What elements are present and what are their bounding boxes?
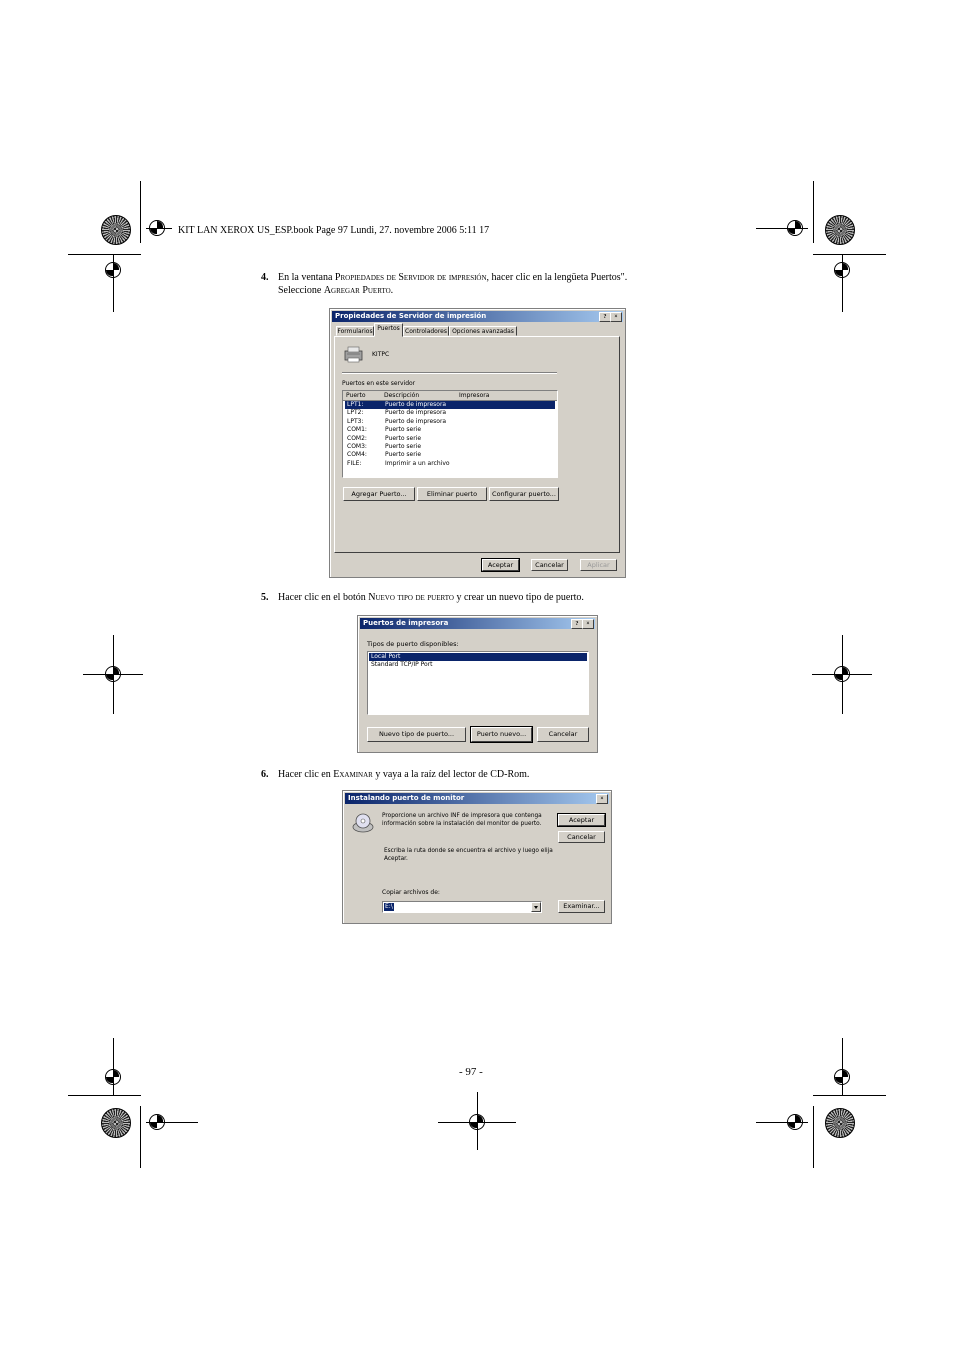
description-cell: Puerto serie bbox=[385, 426, 422, 434]
table-row[interactable] bbox=[345, 435, 555, 443]
close-button[interactable]: × bbox=[610, 312, 622, 322]
instruction-text: Escriba la ruta donde se encuentra el archivo y luego elija Aceptar. bbox=[384, 848, 553, 862]
port-cell: COM3: bbox=[347, 443, 367, 450]
tab-panel bbox=[334, 336, 620, 553]
copy-from-combobox[interactable] bbox=[382, 901, 542, 913]
port-cell: LPT3: bbox=[347, 417, 364, 425]
server-name: KITPC bbox=[372, 351, 390, 358]
step-6-text bbox=[278, 768, 529, 781]
description-cell: Puerto serie bbox=[385, 443, 422, 450]
help-button[interactable]: ? bbox=[599, 312, 611, 322]
crop-line bbox=[813, 1106, 814, 1168]
port-types-list[interactable] bbox=[367, 651, 589, 715]
registration-rosette-top-left bbox=[101, 215, 131, 245]
ui-reference: Agregar Puerto bbox=[323, 285, 391, 296]
separator bbox=[342, 372, 557, 374]
table-row[interactable] bbox=[345, 418, 555, 426]
dialog-title: Propiedades de Servidor de impresión bbox=[335, 312, 487, 320]
step-text: y crear un nuevo tipo de puerto. bbox=[453, 592, 584, 603]
step-4 bbox=[261, 271, 269, 284]
table-row[interactable] bbox=[345, 451, 555, 459]
registration-rosette-bottom-right bbox=[825, 1108, 855, 1138]
list-item[interactable] bbox=[369, 661, 587, 669]
copy-from-label: Copiar archivos de: bbox=[382, 889, 440, 896]
registration-rosette-bottom-left bbox=[101, 1108, 131, 1138]
cancel-button[interactable]: Cancelar bbox=[558, 831, 605, 843]
column-header-puerto[interactable]: Puerto bbox=[346, 392, 366, 399]
registration-cross-icon bbox=[146, 217, 168, 239]
description-cell: Puerto serie bbox=[385, 434, 422, 442]
cancel-button[interactable]: Cancelar bbox=[537, 727, 589, 742]
table-row[interactable] bbox=[345, 401, 555, 409]
column-header-impresora[interactable]: Impresora bbox=[459, 392, 490, 399]
printer-ports-dialog bbox=[357, 615, 598, 753]
registration-cross-icon bbox=[102, 259, 124, 281]
registration-cross-icon bbox=[784, 217, 806, 239]
registration-cross-icon bbox=[466, 1111, 488, 1133]
description-cell: Puerto serie bbox=[385, 451, 422, 459]
path-value: E:\ bbox=[385, 903, 393, 910]
port-type-label: Local Port bbox=[371, 653, 401, 660]
port-cell: COM1: bbox=[347, 426, 367, 434]
description-cell: Puerto de impresora bbox=[385, 409, 447, 417]
crop-line bbox=[813, 1095, 886, 1096]
printer-server-icon bbox=[343, 345, 365, 363]
list-header bbox=[343, 391, 557, 401]
ok-button[interactable]: Aceptar bbox=[482, 559, 519, 571]
help-button[interactable]: ? bbox=[571, 619, 583, 629]
step-text: . bbox=[390, 285, 394, 296]
registration-cross-icon bbox=[146, 1111, 168, 1133]
step-text: , hacer clic en la lengüeta Puertos". bbox=[486, 272, 628, 283]
step-number: 4. bbox=[261, 272, 269, 283]
crop-line bbox=[813, 254, 886, 255]
registration-cross-icon bbox=[831, 1066, 853, 1088]
column-header-descripcion[interactable]: Descripción bbox=[384, 392, 420, 399]
ui-reference: Nuevo tipo de puerto bbox=[368, 592, 454, 603]
registration-cross-icon bbox=[831, 663, 853, 685]
new-port-button[interactable]: Puerto nuevo... bbox=[471, 727, 532, 742]
running-head: KIT LAN XEROX US_ESP.book Page 97 Lundi, 27. novembre 2006 5:11 17 bbox=[178, 225, 490, 236]
cancel-button[interactable]: Cancelar bbox=[531, 559, 568, 571]
tab-formularios[interactable]: Formularios bbox=[337, 328, 373, 335]
step-text: En la ventana bbox=[278, 272, 335, 283]
table-row[interactable] bbox=[345, 460, 555, 468]
step-text: Hacer clic en el botón bbox=[278, 592, 369, 603]
configure-port-button[interactable]: Configurar puerto... bbox=[489, 487, 559, 501]
add-port-button[interactable]: Agregar Puerto... bbox=[343, 487, 415, 501]
registration-cross-icon bbox=[831, 259, 853, 281]
table-row[interactable] bbox=[345, 443, 555, 451]
dialog-title: Puertos de impresora bbox=[363, 619, 449, 627]
step-text: y vaya a la raíz del lector de CD-Rom. bbox=[372, 769, 530, 780]
step-6 bbox=[261, 768, 269, 781]
page-number: - 97 - bbox=[459, 1066, 483, 1078]
dialog-titlebar bbox=[360, 618, 595, 629]
port-cell: LPT1: bbox=[347, 401, 364, 408]
step-text: Hacer clic en bbox=[278, 769, 334, 780]
tab-opciones-avanzadas[interactable]: Opciones avanzadas bbox=[449, 326, 517, 336]
crop-line bbox=[813, 181, 814, 243]
dialog-titlebar bbox=[332, 311, 623, 322]
step-4-text-line2 bbox=[278, 284, 393, 297]
registration-cross-icon bbox=[102, 1066, 124, 1088]
registration-rosette-top-right bbox=[825, 215, 855, 245]
list-item[interactable] bbox=[369, 653, 587, 661]
registration-cross-icon bbox=[102, 663, 124, 685]
step-text: Seleccione bbox=[278, 285, 324, 296]
description-cell: Imprimir a un archivo bbox=[385, 459, 450, 467]
new-port-type-button[interactable]: Nuevo tipo de puerto... bbox=[367, 727, 466, 742]
crop-line bbox=[140, 1106, 141, 1168]
crop-line bbox=[140, 181, 141, 243]
install-port-monitor-dialog bbox=[342, 790, 612, 924]
dialog-titlebar bbox=[345, 793, 609, 804]
step-number: 6. bbox=[261, 769, 269, 780]
step-5-text bbox=[278, 591, 584, 604]
apply-button[interactable]: Aplicar bbox=[580, 559, 617, 571]
step-5 bbox=[261, 591, 269, 604]
tab-controladores[interactable]: Controladores bbox=[405, 328, 447, 335]
close-button[interactable]: × bbox=[596, 794, 608, 804]
step-4-text-line1 bbox=[278, 271, 627, 284]
tab-puertos[interactable]: Puertos bbox=[374, 323, 403, 337]
install-disk-icon bbox=[352, 812, 374, 834]
crop-line bbox=[68, 1095, 141, 1096]
ui-reference: Examinar bbox=[333, 769, 373, 780]
port-cell: COM4: bbox=[347, 451, 367, 459]
close-button[interactable]: × bbox=[582, 619, 594, 629]
dialog-title: Instalando puerto de monitor bbox=[348, 794, 465, 802]
port-type-label: Standard TCP/IP Port bbox=[371, 661, 433, 669]
crop-line bbox=[68, 254, 141, 255]
instruction-text: Proporcione un archivo INF de impresora que contenga información sobre la instalación del monitor de puerto. bbox=[382, 813, 542, 827]
ports-list[interactable] bbox=[342, 390, 558, 478]
delete-port-button[interactable]: Eliminar puerto bbox=[417, 487, 487, 501]
port-cell: FILE: bbox=[347, 459, 362, 467]
browse-button[interactable]: Examinar... bbox=[558, 900, 605, 913]
ui-reference: Propiedades de Servidor de impresión bbox=[334, 272, 487, 283]
step-number: 5. bbox=[261, 592, 269, 603]
port-cell: COM2: bbox=[347, 434, 367, 442]
chevron-down-icon[interactable] bbox=[531, 902, 541, 912]
ok-button[interactable]: Aceptar bbox=[558, 814, 605, 826]
registration-cross-icon bbox=[784, 1111, 806, 1133]
table-row[interactable] bbox=[345, 409, 555, 417]
description-cell: Puerto de impresora bbox=[385, 417, 447, 425]
print-server-properties-dialog bbox=[329, 308, 626, 578]
port-types-label: Tipos de puerto disponibles: bbox=[367, 640, 459, 648]
description-cell: Puerto de impresora bbox=[385, 401, 447, 408]
ports-list-label: Puertos en este servidor bbox=[342, 380, 416, 387]
table-row[interactable] bbox=[345, 426, 555, 434]
port-cell: LPT2: bbox=[347, 409, 364, 417]
